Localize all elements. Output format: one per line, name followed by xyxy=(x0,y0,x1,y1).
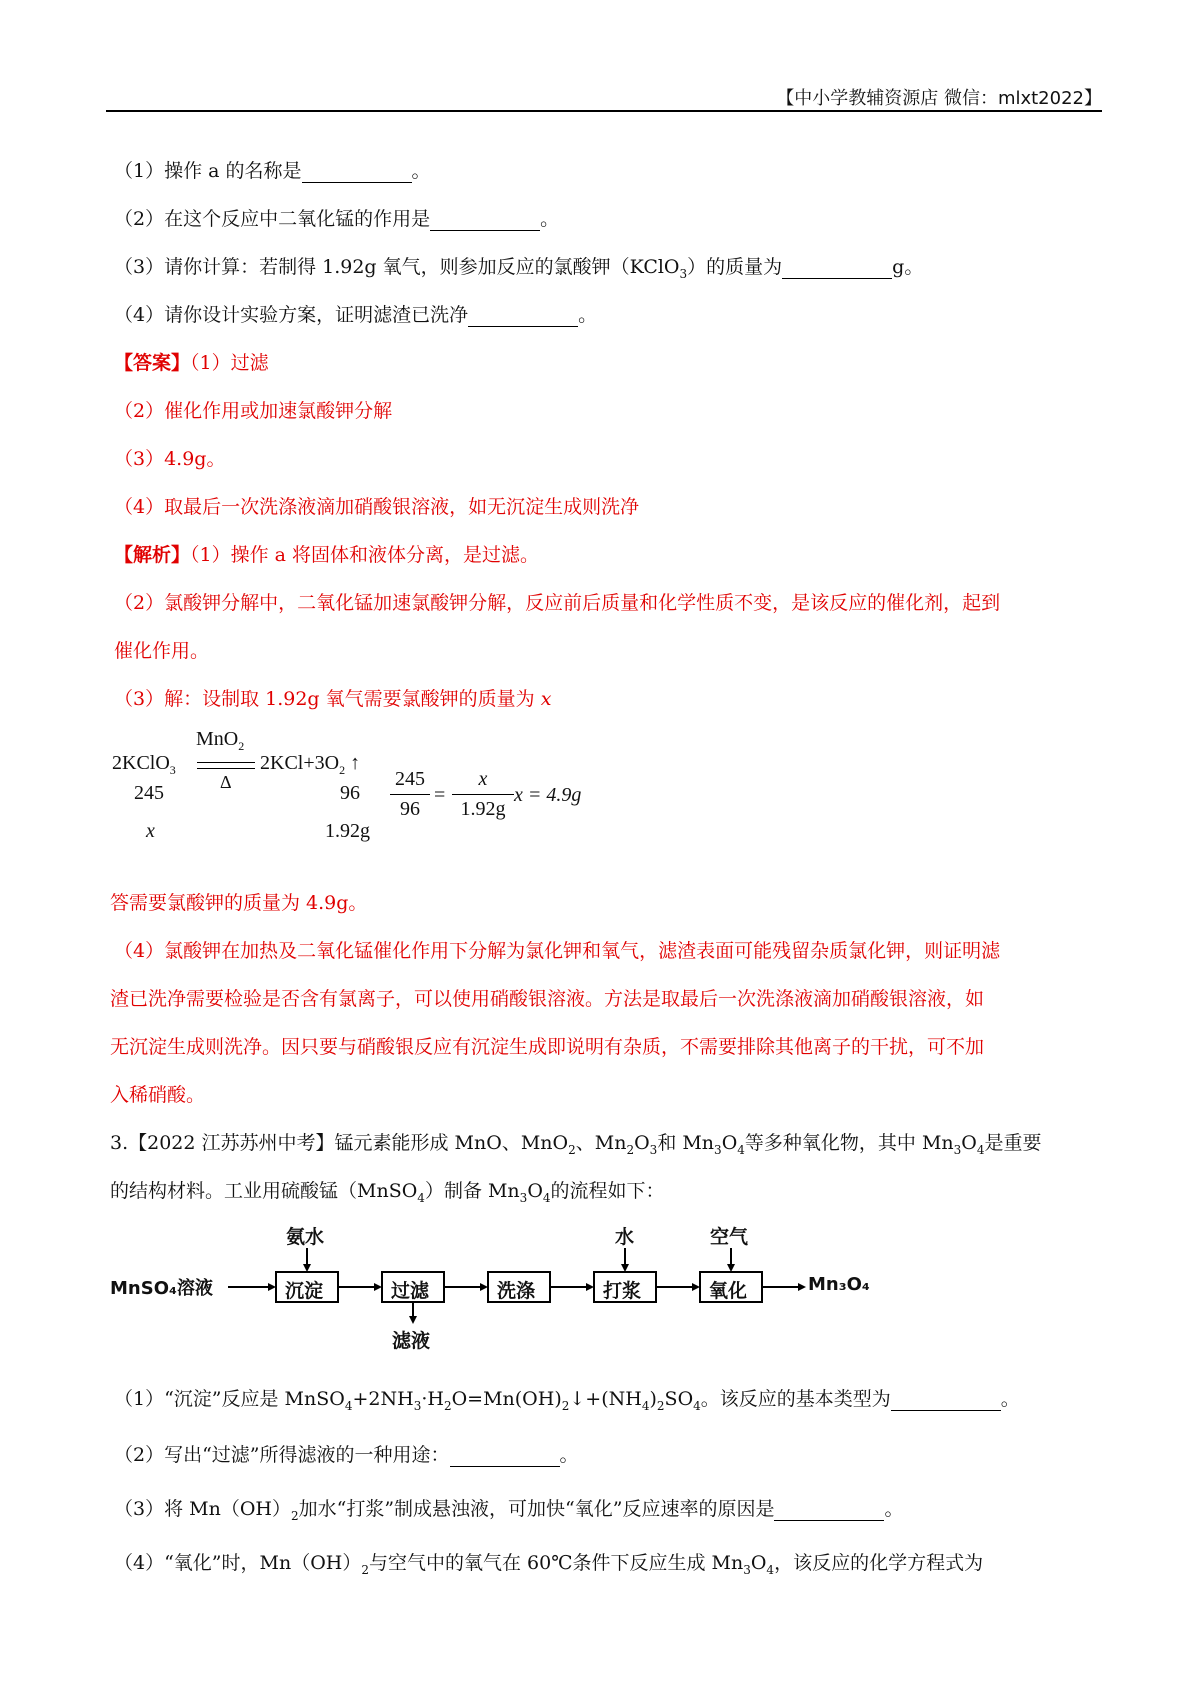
answer-blank[interactable] xyxy=(430,208,540,231)
flow-step-precipitate: 沉淀 xyxy=(285,1280,324,1302)
q2-item-4: （4）请你设计实验方案，证明滤渣已洗净 。 xyxy=(114,304,598,326)
flow-step-oxidize: 氧化 xyxy=(709,1280,748,1302)
answer-blank[interactable] xyxy=(450,1444,560,1467)
unknown-x: x xyxy=(146,820,155,842)
answer-blank[interactable] xyxy=(782,256,892,279)
equal-sign-bars xyxy=(197,762,255,769)
analysis-4d: 入稀硝酸。 xyxy=(110,1084,206,1106)
equation-result: x = 4.9g xyxy=(514,784,582,806)
flow-step-wash: 洗涤 xyxy=(497,1280,536,1302)
fraction-equals: = xyxy=(434,784,446,806)
equation-left: 2KClO$_3$ xyxy=(112,752,176,777)
flow-input-air: 空气 xyxy=(710,1226,749,1248)
analysis-4b: 渣已洗净需要检验是否含有氯离子，可以使用硝酸银溶液。方法是取最后一次洗涤液滴加硝酸银溶液，如 xyxy=(110,988,985,1010)
flow-step-slurry: 打浆 xyxy=(603,1280,642,1302)
answer-blank[interactable] xyxy=(891,1388,1001,1411)
analysis-4a: （4）氯酸钾在加热及二氧化锰催化作用下分解为氯化钾和氧气，滤渣表面可能残留杂质氯化钾，则证明滤 xyxy=(114,940,1001,962)
answer-3: （3）4.9g。 xyxy=(114,448,226,470)
answer-blank[interactable] xyxy=(302,160,412,183)
answer-4: （4）取最后一次洗涤液滴加硝酸银溶液，如无沉淀生成则洗净 xyxy=(114,496,640,518)
analysis-2a: （2）氯酸钾分解中，二氧化锰加速氯酸钾分解，反应前后质量和化学性质不变，是该反应的催化剂，起到 xyxy=(114,592,1001,614)
ratio-fraction-2: x 1.92g xyxy=(452,768,514,821)
q2-item-1: （1）操作 a 的名称是 。 xyxy=(114,160,431,182)
process-flowchart xyxy=(110,1222,890,1352)
mass-o2: 96 xyxy=(340,782,360,804)
flow-start: MnSO₄溶液 xyxy=(110,1278,213,1299)
flow-end: Mn₃O₄ xyxy=(808,1274,870,1295)
q2-item-2: （2）在这个反应中二氧化锰的作用是 。 xyxy=(114,208,560,230)
conclusion: 答需要氯酸钾的质量为 4.9g。 xyxy=(110,892,368,914)
analysis-2b: 催化作用。 xyxy=(114,640,210,662)
given-mass: 1.92g xyxy=(325,820,370,842)
answer-blank[interactable] xyxy=(774,1498,884,1521)
q3-item-3: （3）将 $Mn(OH)_2$加水“打浆”制成悬浊液，可加快“氧化”反应速率的原因是 。 xyxy=(114,1498,904,1523)
equation-right: $2KCl+3O_2$ ↑ xyxy=(260,752,361,777)
analysis-3: （3）解：设制取 1.92g 氧气需要氯酸钾的质量为 x xyxy=(114,688,552,710)
analysis-4c: 无沉淀生成则洗净。因只要与硝酸银反应有沉淀生成即说明有杂质，不需要排除其他离子的干扰，可不加 xyxy=(110,1036,985,1058)
q3-item-1: （1）“沉淀”反应是 $MnSO_4+2NH_3\cdot H_2O=Mn(OH)_2↓+(NH_4)_2SO_4$。该反应的基本类型为 。 xyxy=(114,1388,1020,1413)
flow-output-filtrate: 滤液 xyxy=(392,1330,431,1352)
analysis-1: 【解析】（1）操作 a 将固体和液体分离，是过滤。 xyxy=(114,544,540,566)
header-rule xyxy=(106,110,1102,112)
mass-kclo3: 245 xyxy=(134,782,164,804)
heat-symbol: Δ xyxy=(220,772,232,792)
answer-blank[interactable] xyxy=(468,304,578,327)
ratio-fraction-1: 245 96 xyxy=(390,768,430,821)
flow-input-ammonia: 氨水 xyxy=(286,1226,325,1248)
q3-item-2: （2）写出“过滤”所得滤液的一种用途： 。 xyxy=(114,1444,579,1466)
answer-1: 【答案】（1）过滤 xyxy=(114,352,269,374)
q3-item-4: （4）“氧化”时，$Mn(OH)_2$与空气中的氧气在 60℃条件下反应生成 $Mn_3O_4$，该反应的化学方程式为 xyxy=(114,1552,984,1577)
flow-step-filter: 过滤 xyxy=(391,1280,430,1302)
catalyst-label: MnO$_2$ xyxy=(196,728,245,753)
flow-input-water: 水 xyxy=(615,1226,635,1248)
q2-item-3: （3）请你计算：若制得 1.92g 氧气，则参加反应的氯酸钾（KClO$_3$）的质量为 g。 xyxy=(114,256,924,281)
page-header: 【中小学教辅资源店 微信：mlxt2022】 xyxy=(776,88,1102,109)
q3-intro-1: 3.【2022 江苏苏州中考】锰元素能形成 MnO、MnO$_2$、$Mn_2O_3$和 $Mn_3O_4$等多种氧化物，其中 $Mn_3O_4$是重要 xyxy=(110,1132,1042,1157)
answer-2: （2）催化作用或加速氯酸钾分解 xyxy=(114,400,393,422)
q3-intro-2: 的结构材料。工业用硫酸锰（MnSO$_4$）制备 $Mn_3O_4$的流程如下： xyxy=(110,1180,665,1205)
